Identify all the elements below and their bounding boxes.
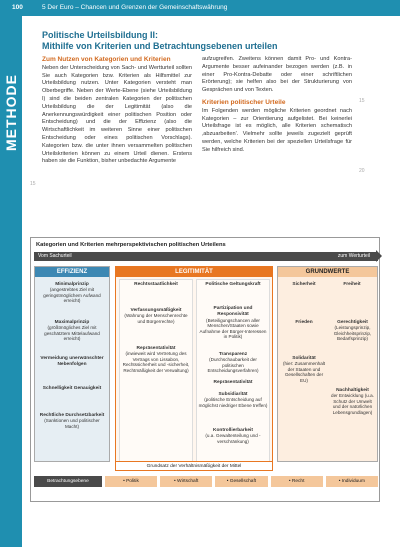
side-label: METHODE [3, 74, 19, 152]
diagram-title: Kategorien und Kriterien mehrperspektivischen politischen Urteilens [36, 242, 226, 248]
criterion: Kontrollierbarkeit (u.a. Gewaltenteilung und -verschränkung) [205, 428, 261, 444]
right-text-1: aufzugreifen. Zweitens können damit Pro- und Kontra-Argumente besser aufeinander bezogen werden (z.B. in einer Pro-Kontra-Debatte oder einer schriftlichen Erörterung); sie helfen also bei der Strukturierung von Gesprächen und von Texten. [202, 56, 352, 94]
left-text: Neben der Unterscheidung von Sach- und Wertturteil sollten Sie auch Kategorien bzw. Kriterien als Hilfsmittel zur Urteilsbildung nutzen. Unter Kategorien versteht man Oberbegriffe. Neben der Werte-Ebene (siehe Urteilsbildung I) sind die beiden zentralen Kategorien der politischen Urteilsbildung die der Legitimität (also die Anerkennungswürdigkeit einer politischen Position oder Entscheidung) und die der Effizienz (also die Wirtschaftlichkeit im weiteren Sinne einer politischen Entscheidung oder eines politischen Vorschlags). Kategorien bzw. die unter ihnen versammelten politischen Urteilskriterien können zu einem Urteil dienen. Erstens haben sie die Funktion, bisher unbedachte Argumente [42, 64, 192, 165]
column-heading: Sicherheit [292, 282, 316, 287]
judgement-arrow [34, 252, 378, 261]
running-title: 5 Der Euro – Chancen und Grenzen der Gemeinschaftswährung [42, 4, 228, 11]
panel-title: LEGITIMITÄT [116, 267, 272, 277]
criterion: Minimalprinzip (angestrebtes Ziel mit geringstmöglichem Aufwand erreicht) [43, 282, 101, 304]
criterion: Nachhaltigkeit der Entwicklung (u.a. Schutz der Umwelt und der natürlichen Lebensgrundlagen) [331, 388, 374, 415]
page-number: 100 [12, 4, 23, 11]
ground-principle: Grundsatz der Verhältnismäßigkeit der Mittel [115, 461, 273, 471]
criterion: Frieden [295, 320, 313, 325]
levels-row [34, 476, 378, 487]
line-number: 20 [359, 168, 365, 174]
line-number: 15 [30, 181, 36, 187]
level-item: • Wirtschaft [160, 476, 212, 487]
criterion: Schnelligkeit Genauigkeit [42, 386, 102, 391]
level-item: • Individuum [326, 476, 378, 487]
level-label: Betrachtungsebene [34, 476, 102, 487]
right-column [202, 56, 352, 155]
column-heading: Politische Geltungskraft [205, 282, 261, 287]
criterion: Verfassungsmäßigkeit (Wahrung der Menschenrechte und Bürgerrechte) [124, 308, 188, 324]
criterion: Repräsentativität (inwieweit wird Vertretung des Vertrags von Lissabon, Rechtssicherheit und -sicherheit, Rechtmäßigkeit der Verwaltung) [122, 346, 190, 373]
arrow-left-label: Vom Sachurteil [38, 253, 72, 259]
level-item: • Recht [271, 476, 323, 487]
left-column [42, 56, 192, 166]
criterion: Gerechtigkeit (Leistungsprinzip, Gleichheitsprinzip, Bedarfsprinzip) [333, 320, 372, 342]
criterion: Transparenz (Durchschaubarkeit der politischen Entscheidungsverfahren) [207, 352, 259, 374]
column-heading: Freiheit [343, 282, 361, 287]
page-title: Politische Urteilsbildung II: Mithilfe von Kriterien und Betrachtungsebenen urteilen [42, 30, 278, 51]
criteria-diagram [30, 237, 380, 502]
level-item: • Politik [105, 476, 157, 487]
right-text-2: Im Folgenden werden mögliche Kriterien geordnet nach Kategorien – zur Orientierung aufgelistet. Bei keinerlei Urteilsfrage ist es möglich, alle Kriterien schematisch ‚abzuarbeiten'. Vielmehr sollte jeweils zugezielt geprüft werden, welche Kriterien bei der speziellen Urteilsfrage für Sie hilfreich sind. [202, 107, 352, 153]
panel-title: EFFIZIENZ [35, 267, 109, 277]
criterion: Repräsentativität [213, 380, 253, 385]
line-number: 15 [359, 98, 365, 104]
panel-effizienz [34, 266, 110, 462]
right-subheading: Kriterien politischer Urteile [202, 98, 286, 106]
criterion: Vermeidung unerwünschter Nebenfolgen [40, 356, 104, 368]
panel-title: GRUNDWERTE [278, 267, 377, 277]
method-sidebar [0, 16, 22, 547]
panel-grundwerte [277, 266, 378, 462]
criterion: Maximalprinzip (größtmögliches Ziel mit geschätztem Mittelaufwand erreicht) [44, 320, 100, 342]
panel-legitimitaet [115, 266, 273, 462]
level-item: • Gesellschaft [215, 476, 267, 487]
criterion: Solidarität (hier: Zusammenhalt der Staaten und Gesellschaften der EU) [282, 356, 326, 383]
criterion: Subsidiarität (politische Entscheidung auf möglichst niedriger Ebene treffen) [198, 392, 268, 408]
page-header [0, 0, 400, 16]
left-subheading: Zum Nutzen von Kategorien und Kriterien [42, 56, 171, 63]
arrow-right-label: zum Werturteil [337, 253, 370, 259]
criterion: Partizipation und Responsivität (Beteiligungschancen aller Menschen/Staaten sowie Aufnahme der Bürger-Interessen in Politik) [199, 306, 267, 340]
column-heading: Rechtsstaatlichkeit [134, 282, 178, 287]
criterion: Rechtliche Durchsetzbarkeit (Sanktionen und politischer Macht) [39, 413, 105, 429]
